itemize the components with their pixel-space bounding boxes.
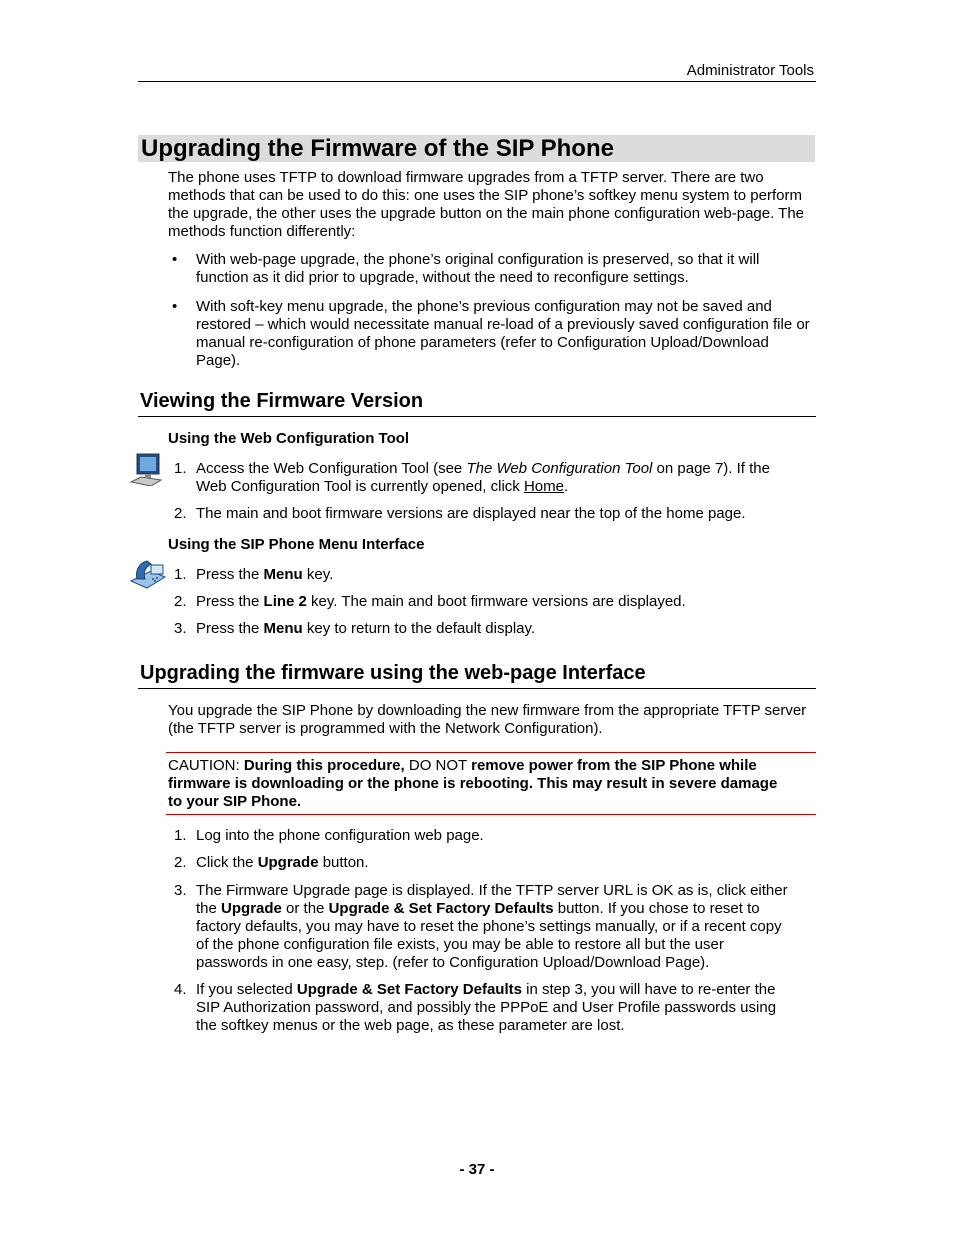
computer-monitor-icon [129, 452, 163, 486]
web-step-2: The main and boot firmware versions are displayed near the top of the home page. [196, 505, 746, 522]
menu-step-3: Press the Menu key to return to the default display. [196, 620, 536, 637]
caution-bottom-rule [166, 814, 816, 815]
step-number: 1. [174, 566, 187, 583]
page-number: - 37 - [459, 1161, 495, 1178]
bullet-marker: • [172, 298, 178, 315]
section-heading-viewing: Viewing the Firmware Version [140, 390, 424, 412]
step-number: 4. [174, 981, 187, 998]
caution-top-rule [166, 752, 816, 753]
step-number: 2. [174, 854, 187, 871]
step-number: 2. [174, 505, 187, 522]
subheading-web-tool: Using the Web Configuration Tool [168, 430, 410, 447]
subheading-menu-interface: Using the SIP Phone Menu Interface [168, 536, 425, 553]
home-link[interactable]: Home [523, 478, 564, 495]
caution-note: CAUTION: During this procedure, DO NOT remove power from the SIP Phone while firmware is downloading or the phone is rebooting. This may result in severe damage to your SIP Phone. [168, 757, 778, 810]
step-number: 2. [174, 593, 187, 610]
section-heading-upgrading: Upgrading the firmware using the web-page Interface [140, 662, 646, 684]
upgrade-step-2: Click the Upgrade button. [196, 854, 369, 871]
desk-phone-icon [129, 559, 167, 589]
step-number: 3. [174, 620, 187, 637]
page-title: Upgrading the Firmware of the SIP Phone [138, 135, 815, 162]
section-rule [138, 688, 816, 689]
upgrade-step-4: If you selected Upgrade & Set Factory Defaults in step 3, you will have to re-enter the SIP Authorization password, and possibly the PPPoE and User Profile passwords using the softkey menus or the web page, as these parameter are lost. [196, 981, 777, 1034]
step-number: 3. [174, 882, 187, 899]
section-rule [138, 416, 816, 417]
header-rule [138, 81, 816, 82]
upgrade-intro: You upgrade the SIP Phone by downloading the new firmware from the appropriate TFTP server (the TFTP server is programmed with the Network Configuration). [168, 702, 807, 737]
menu-step-2: Press the Line 2 key. The main and boot firmware versions are displayed. [196, 593, 686, 610]
running-header: Administrator Tools [686, 62, 814, 79]
method-soft-key: With soft-key menu upgrade, the phone’s previous configuration may not be saved and restored – which would necessitate manual re-load of a previously saved configuration file or manual re-configuration of phone parameters (refer to Configuration Upload/Download Page). [196, 298, 810, 369]
web-step-1: Access the Web Configuration Tool (see The Web Configuration Tool on page 7). If the Web Configuration Tool is currently opened, click Home. [196, 460, 770, 495]
step-number: 1. [174, 460, 187, 477]
step-number: 1. [174, 827, 187, 844]
upgrade-step-3: The Firmware Upgrade page is displayed. If the TFTP server URL is OK as is, click either the Upgrade or the Upgrade & Set Factory Defaults button. If you chose to reset to factory defaults, you may have to reset the phone’s settings manually, or if a recent copy of the phone configuration file exists, you may be able to restore all but the user passwords in one easy, step. (refer to Configuration Upload/Download Page). [196, 882, 788, 971]
upgrade-step-1: Log into the phone configuration web page. [196, 827, 484, 844]
method-web-page: With web-page upgrade, the phone’s original configuration is preserved, so that it will function as it did prior to upgrade, without the need to reconfigure settings. [196, 251, 760, 286]
menu-step-1: Press the Menu key. [196, 566, 334, 583]
bullet-marker: • [172, 251, 178, 268]
intro-paragraph: The phone uses TFTP to download firmware upgrades from a TFTP server. There are two methods that can be used to do this: one uses the SIP phone’s softkey menu system to perform the upgrade, the other uses the upgrade button on the main phone configuration web-page. The methods function differently: [168, 169, 805, 240]
